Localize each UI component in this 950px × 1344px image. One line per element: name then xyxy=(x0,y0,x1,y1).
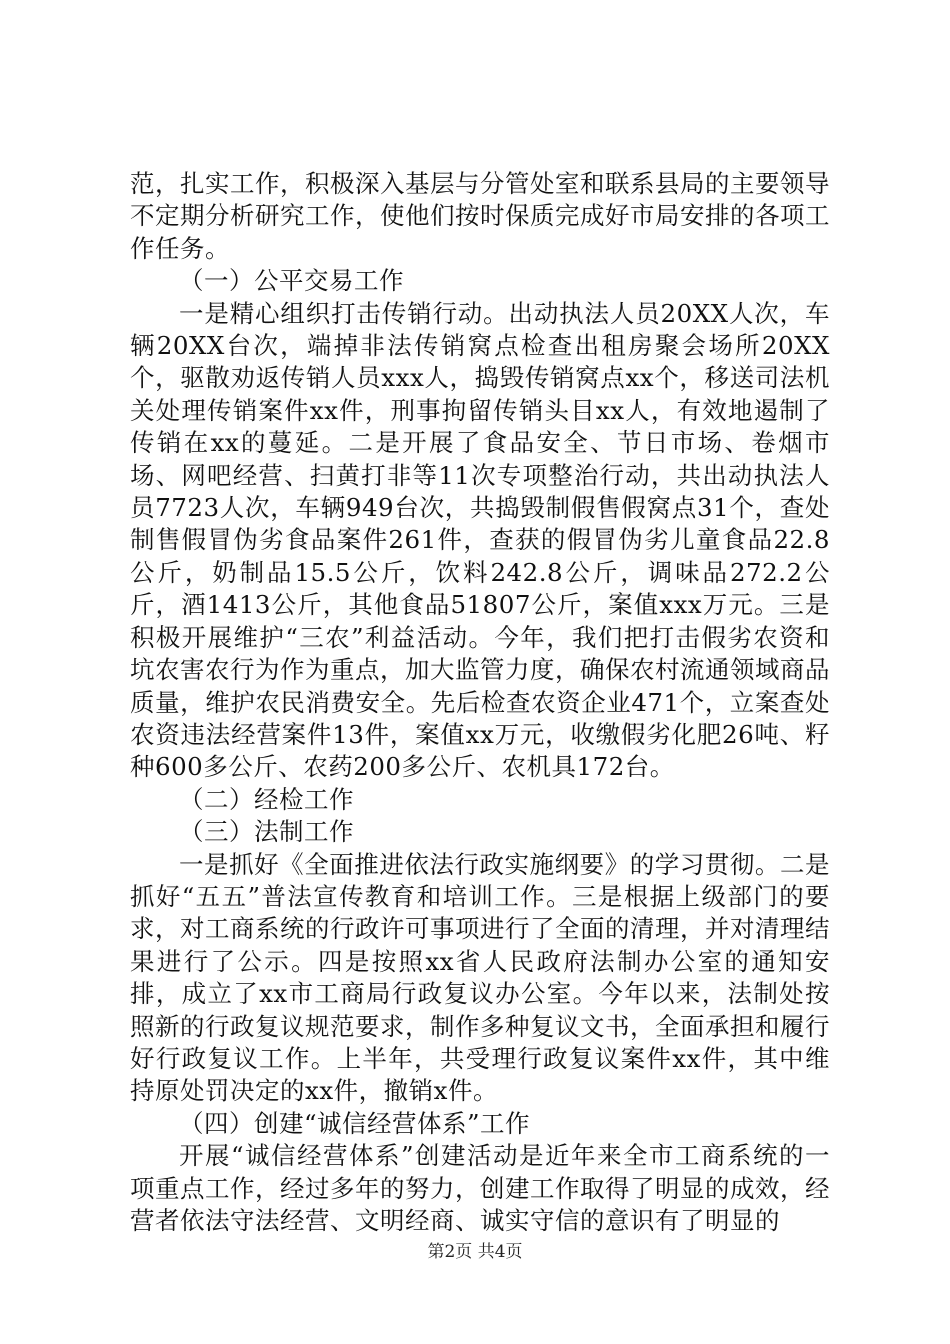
page-number-label: 第2页 共4页 xyxy=(427,1242,523,1262)
paragraph-continuation: 范，扎实工作，积极深入基层与分管处室和联系县局的主要领导不定期分析研究工作，使他们按时保质完成好市局安排的各项工作任务。 xyxy=(130,169,830,263)
paragraph-fair-trade: 一是精心组织打击传销行动。出动执法人员20XX人次，车辆20XX台次，端掉非法传销窝点检查出租房聚会场所20XX个，驱散劝返传销人员xxx人，捣毁传销窝点xx个，移送司法机关处理传销案件xx件，刑事拘留传销头目xx人，有效地遏制了传销在xx的蔓延。二是开展了食品安全、节日市场、卷烟市场、网吧经营、扫黄打非等11次专项整治行动，共出动执法人员7723人次，车辆949台次，共捣毁制假售假窝点31个，查处制售假冒伪劣食品案件261件，查获的假冒伪劣儿童食品22.8公斤，奶制品15.5公斤，饮料242.8公斤，调味品272.2公斤，酒1413公斤，其他食品51807公斤，案值xxx万元。三是积极开展维护“三农”利益活动。今年，我们把打击假劣农资和坑农害农行为作为重点，加大监管力度，确保农村流通领域商品质量，维护农民消费安全。先后检查农资企业471个，立案查处农资违法经营案件13件，案值xx万元，收缴假劣化肥26吨、籽种600多公斤、农药200多公斤、农机具172台。 xyxy=(130,298,830,782)
section-heading-integrity-system: （四）创建“诚信经营体系”工作 xyxy=(179,1108,531,1138)
page-footer xyxy=(0,1240,950,1264)
paragraph-legal-work: 一是抓好《全面推进依法行政实施纲要》的学习贯彻。二是抓好“五五”普法宣传教育和培训工作。三是根据上级部门的要求，对工商系统的行政许可事项进行了全面的清理，并对清理结果进行了公示。四是按照xx省人民政府法制办公室的通知安排，成立了xx市工商局行政复议办公室。今年以来，法制处按照新的行政复议规范要求，制作多种复议文书，全面承担和履行好行政复议工作。上半年，共受理行政复议案件xx件，其中维持原处罚决定的xx件，撤销x件。 xyxy=(130,849,830,1106)
document-body xyxy=(130,168,830,1237)
paragraph-integrity-system: 开展“诚信经营体系”创建活动是近年来全市工商系统的一项重点工作，经过多年的努力，创建工作取得了明显的成效，经营者依法守法经营、文明经商、诚实守信的意识有了明显的 xyxy=(130,1141,830,1235)
section-heading-economic-inspection: （二）经检工作 xyxy=(179,784,354,814)
section-heading-fair-trade: （一）公平交易工作 xyxy=(179,266,404,296)
section-heading-legal-work: （三）法制工作 xyxy=(179,817,354,847)
